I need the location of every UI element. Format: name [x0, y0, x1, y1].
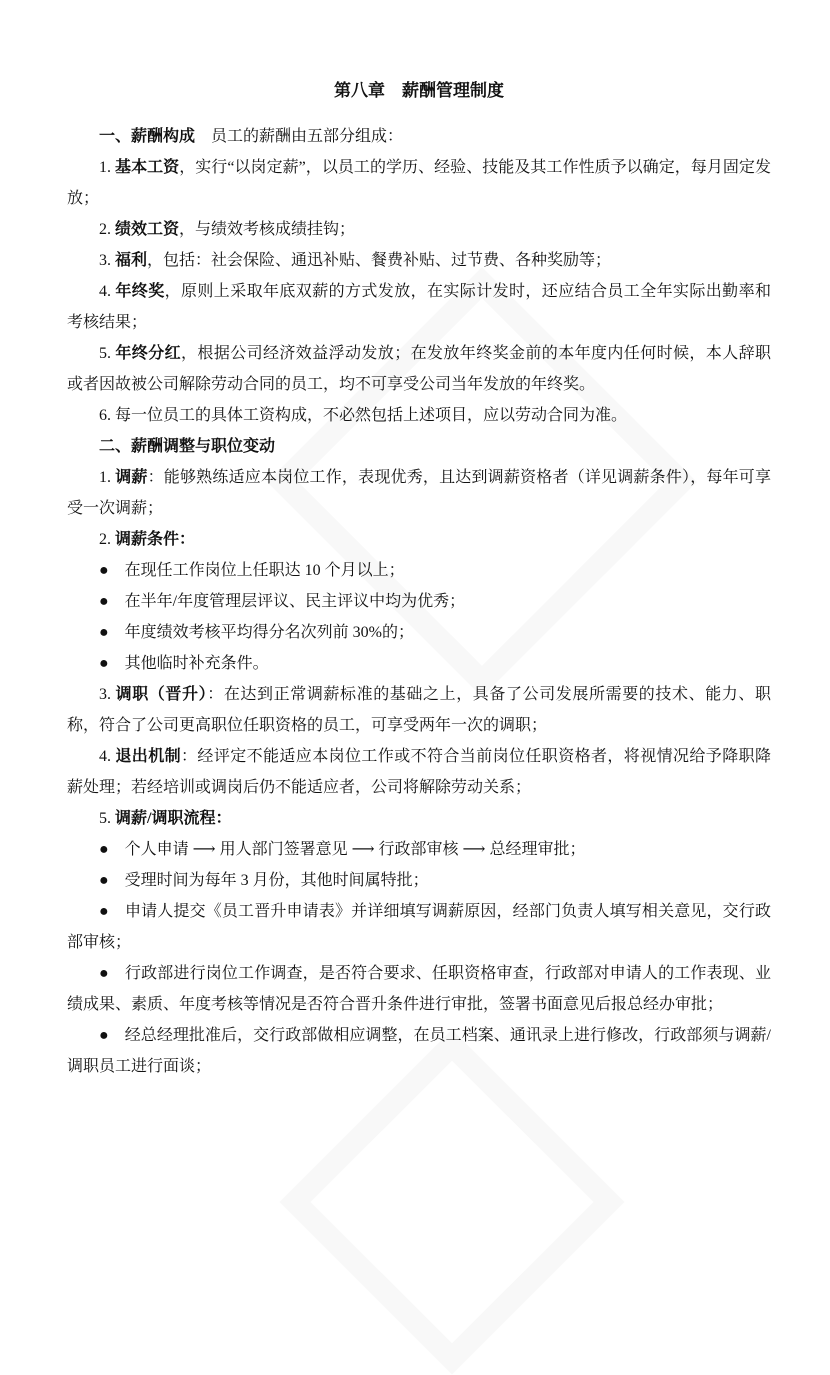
bold-term: 调薪/调职流程：: [115, 810, 232, 827]
section-heading: [67, 431, 771, 462]
bullet-item: [67, 865, 771, 896]
bullet-item: [67, 896, 771, 958]
paragraph-text: ，根据公司经济效益浮动发放；在发放年终奖金前的本年度内任何时候，本人辞职或者因故被公司解除劳动合同的员工，均不可享受公司当年发放的年终奖。: [67, 345, 771, 393]
paragraph-text: 2.: [99, 531, 115, 548]
paragraph-text: ● 行政部进行岗位工作调查，是否符合要求、任职资格审查，行政部对申请人的工作表现、业绩成果、素质、年度考核等情况是否符合晋升条件进行审批，签署书面意见后报总经办审批；: [67, 965, 771, 1013]
bold-term: 调薪条件：: [115, 531, 196, 548]
paragraph-text: ● 个人申请 ⟶ 用人部门签署意见 ⟶ 行政部审核 ⟶ 总经理审批；: [99, 841, 586, 858]
numbered-item: [67, 245, 771, 276]
numbered-item: [67, 152, 771, 214]
paragraph-text: 5.: [99, 345, 116, 362]
paragraph-text: 5.: [99, 810, 115, 827]
paragraph-text: ● 在现任工作岗位上任职达 10 个月以上；: [99, 562, 405, 579]
bullet-item: [67, 586, 771, 617]
paragraph-text: ，实行“以岗定薪”，以员工的学历、经验、技能及其工作性质予以确定，每月固定发放；: [67, 159, 771, 207]
numbered-item: [67, 679, 771, 741]
chapter-title: 第八章 薪酬管理制度: [334, 81, 504, 100]
numbered-item: [67, 400, 771, 431]
paragraph-text: ，与绩效考核成绩挂钩；: [179, 221, 356, 238]
bullet-item: [67, 648, 771, 679]
numbered-item: [67, 276, 771, 338]
paragraph-text: ：能够熟练适应本岗位工作，表现优秀，且达到调薪资格者（详见调薪条件），每年可享受一次调薪；: [67, 469, 771, 517]
paragraph-text: 3.: [99, 252, 115, 269]
document-page: [67, 75, 771, 1082]
paragraph-text: ● 年度绩效考核平均得分名次列前 30%的；: [99, 624, 414, 641]
paragraph-text: 2.: [99, 221, 115, 238]
bullet-item: [67, 555, 771, 586]
bold-term: 福利: [115, 252, 148, 269]
paragraph-text: ● 受理时间为每年 3 月份，其他时间属特批；: [99, 872, 429, 889]
bold-term: 二、薪酬调整与职位变动: [99, 438, 276, 455]
bold-term: 调职（晋升）: [115, 686, 208, 703]
bullet-item: [67, 834, 771, 865]
paragraph-text: ● 经总经理批准后，交行政部做相应调整，在员工档案、通讯录上进行修改，行政部须与调薪/调职员工进行面谈；: [67, 1027, 771, 1075]
bold-term: 年终奖: [115, 283, 165, 300]
paragraph-text: 6. 每一位员工的具体工资构成，不必然包括上述项目，应以劳动合同为准。: [99, 407, 628, 424]
bold-term: 绩效工资: [115, 221, 180, 238]
section-heading: [67, 121, 771, 152]
paragraph-text: 4.: [99, 283, 116, 300]
numbered-item: [67, 741, 771, 803]
bold-term: 调薪: [115, 469, 148, 486]
bold-term: 一、薪酬构成: [99, 128, 196, 145]
paragraph-text: ，原则上采取年底双薪的方式发放，在实际计发时，还应结合员工全年实际出勤率和考核结果；: [67, 283, 771, 331]
bold-term: 年终分红: [115, 345, 182, 362]
paragraph-text: 员工的薪酬由五部分组成：: [195, 128, 404, 145]
paragraph-text: ，包括：社会保险、通迅补贴、餐费补贴、过节费、各种奖励等；: [147, 252, 612, 269]
bold-term: 退出机制: [115, 748, 182, 765]
numbered-item: [67, 524, 771, 555]
document-body: [67, 121, 771, 1082]
bold-term: 基本工资: [115, 159, 180, 176]
numbered-item: [67, 462, 771, 524]
numbered-item: [67, 803, 771, 834]
paragraph-text: 1.: [99, 469, 116, 486]
bullet-item: [67, 958, 771, 1020]
bullet-item: [67, 1020, 771, 1082]
bullet-item: [67, 617, 771, 648]
paragraph-text: ：在达到正常调薪标准的基础之上，具备了公司发展所需要的技术、能力、职称，符合了公司更高职位任职资格的员工，可享受两年一次的调职；: [67, 686, 771, 734]
paragraph-text: 1.: [99, 159, 116, 176]
paragraph-text: 3.: [99, 686, 116, 703]
paragraph-text: ● 在半年/年度管理层评议、民主评议中均为优秀；: [99, 593, 466, 610]
numbered-item: [67, 214, 771, 245]
numbered-item: [67, 338, 771, 400]
paragraph-text: ● 其他临时补充条件。: [99, 655, 269, 672]
paragraph-text: 4.: [99, 748, 116, 765]
paragraph-text: ：经评定不能适应本岗位工作或不符合当前岗位任职资格者，将视情况给予降职降薪处理；若经培训或调岗后仍不能适应者，公司将解除劳动关系；: [67, 748, 771, 796]
paragraph-text: ● 申请人提交《员工晋升申请表》并详细填写调薪原因，经部门负责人填写相关意见，交行政部审核；: [67, 903, 771, 951]
